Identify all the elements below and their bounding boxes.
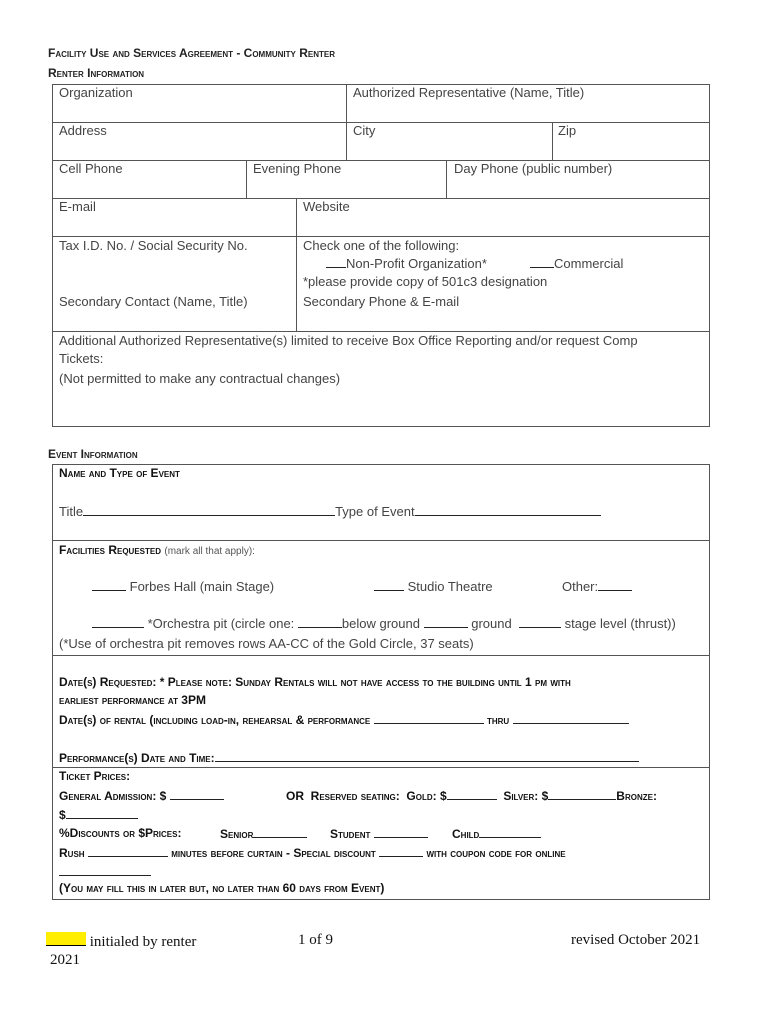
row-divider <box>52 540 710 541</box>
initials-highlight-blank[interactable] <box>46 932 86 946</box>
col-divider <box>346 84 347 160</box>
col-divider <box>446 160 447 198</box>
event-section-title: Event Information <box>48 447 138 461</box>
footer-year: 2021 <box>50 952 80 968</box>
dates-requested-note-2: earliest performance at 3PM <box>59 693 206 707</box>
stage-level-blank[interactable] <box>519 616 561 628</box>
facilities-heading <box>59 543 255 557</box>
senior-label: Senior <box>220 827 254 841</box>
orchestra-pit-option[interactable] <box>92 616 676 631</box>
evening-phone-field[interactable]: Evening Phone <box>253 161 342 176</box>
row-divider <box>52 331 710 332</box>
orchestra-note: (*Use of orchestra pit removes rows AA-CC of the Gold Circle, 37 seats) <box>59 636 474 651</box>
rental-end-blank[interactable] <box>513 712 629 724</box>
rental-start-blank[interactable] <box>374 712 484 724</box>
dates-rental-field[interactable] <box>59 712 629 727</box>
ticket-prices-heading: Ticket Prices: <box>59 769 131 783</box>
gold-blank[interactable] <box>447 788 497 800</box>
nonprofit-blank[interactable] <box>326 256 346 268</box>
facilities-note: (mark all that apply): <box>164 546 255 557</box>
other-option[interactable] <box>562 579 632 594</box>
nonprofit-label: Non-Profit Organization* <box>346 256 487 271</box>
row-divider <box>52 236 710 237</box>
name-type-heading: Name and Type of Event <box>59 466 180 480</box>
performance-blank[interactable] <box>215 750 639 762</box>
rush-mid-label: minutes before curtain - Special discount <box>171 846 376 860</box>
or-label: OR <box>286 789 304 803</box>
row-divider <box>52 767 710 768</box>
revision-date: revised October 2021 <box>571 932 701 948</box>
gold-label: Gold: $ <box>406 789 447 803</box>
studio-blank[interactable] <box>374 579 404 591</box>
student-blank[interactable] <box>374 826 428 838</box>
document-title: Facility Use and Services Agreement - Community Renter <box>48 46 335 60</box>
rush-discount-blank[interactable] <box>379 845 423 857</box>
check-one-label: Check one of the following: <box>303 238 460 253</box>
student-field[interactable] <box>330 826 428 841</box>
organization-field[interactable]: Organization <box>59 85 133 100</box>
nonprofit-option[interactable] <box>326 256 487 271</box>
additional-rep-text[interactable]: Additional Authorized Representative(s) limited to receive Box Office Reporting and/or request Comp <box>59 333 638 348</box>
col-divider <box>296 198 297 331</box>
facilities-label: Facilities Requested <box>59 543 162 557</box>
studio-theatre-option[interactable] <box>374 579 493 594</box>
forbes-label: Forbes Hall (main Stage) <box>129 579 275 594</box>
forbes-blank[interactable] <box>92 579 126 591</box>
ga-blank[interactable] <box>170 788 224 800</box>
student-label: Student <box>330 827 371 841</box>
initialed-label: initialed by renter <box>89 934 197 950</box>
renter-section-title: Renter Information <box>48 66 145 80</box>
below-ground-blank[interactable] <box>298 616 342 628</box>
commercial-label: Commercial <box>554 256 624 271</box>
address-field[interactable]: Address <box>59 123 107 138</box>
discounts-label: %Discounts or $Prices: <box>59 826 182 840</box>
reserved-label: Reserved seating: <box>310 789 400 803</box>
performance-date-field[interactable] <box>59 750 639 765</box>
tax-id-field[interactable]: Tax I.D. No. / Social Security No. <box>59 238 248 253</box>
page-number: 1 of 9 <box>298 932 333 948</box>
row-divider <box>52 198 710 199</box>
dates-rental-label: Date(s) of rental (including load-in, rehearsal & performance <box>59 713 371 727</box>
bronze-dollar: $ <box>59 808 66 822</box>
reserved-seating-row[interactable] <box>286 788 657 803</box>
ga-label: General Admission: $ <box>59 789 167 803</box>
initials-field[interactable] <box>46 932 196 951</box>
other-label: Other: <box>562 579 599 594</box>
other-blank[interactable] <box>598 579 632 591</box>
ground-label: ground <box>471 616 512 631</box>
col-divider <box>552 122 553 160</box>
row-divider <box>52 655 710 656</box>
website-field[interactable]: Website <box>303 199 350 214</box>
secondary-contact-field[interactable]: Secondary Contact (Name, Title) <box>59 294 248 309</box>
rush-row[interactable] <box>59 845 566 860</box>
orchestra-blank[interactable] <box>92 616 144 628</box>
commercial-blank[interactable] <box>530 256 554 268</box>
cell-phone-field[interactable]: Cell Phone <box>59 161 123 176</box>
discounts-row[interactable] <box>59 826 181 840</box>
bronze-blank[interactable] <box>66 807 138 819</box>
later-note: (You may fill this in later but, no later than 60 days from Event) <box>59 881 385 895</box>
performance-label: Performance(s) Date and Time: <box>59 751 215 765</box>
rush-code-blank[interactable] <box>59 864 151 876</box>
senior-blank[interactable] <box>253 826 307 838</box>
thru-label: thru <box>486 713 510 727</box>
stage-level-label: stage level (thrust)) <box>564 616 676 631</box>
orchestra-label: *Orchestra pit (circle one: <box>147 616 295 631</box>
event-title-label: Title <box>59 504 84 519</box>
nonprofit-note: *please provide copy of 501c3 designation <box>303 274 548 289</box>
ground-blank[interactable] <box>424 616 468 628</box>
studio-label: Studio Theatre <box>407 579 493 594</box>
email-field[interactable]: E-mail <box>59 199 96 214</box>
below-ground-label: below ground <box>341 616 420 631</box>
day-phone-field[interactable]: Day Phone (public number) <box>454 161 613 176</box>
general-admission-field[interactable] <box>59 788 224 803</box>
event-title-field[interactable] <box>59 504 601 519</box>
secondary-phone-field[interactable]: Secondary Phone & E-mail <box>303 294 460 309</box>
child-label: Child <box>452 827 480 841</box>
senior-field[interactable] <box>220 826 307 841</box>
rush-end-label: with coupon code for online <box>426 846 566 860</box>
col-divider <box>246 160 247 198</box>
rush-label: Rush <box>59 846 85 860</box>
additional-rep-note: (Not permitted to make any contractual changes) <box>59 371 341 386</box>
event-type-label: Type of Event <box>335 504 415 519</box>
child-blank[interactable] <box>479 826 541 838</box>
row-divider <box>52 122 710 123</box>
zip-field[interactable]: Zip <box>558 123 577 138</box>
dates-requested-note: Date(s) Requested: * Please note: Sunday Rentals will not have access to the building until 1 pm with <box>59 675 571 689</box>
silver-label: Silver: $ <box>503 789 549 803</box>
authorized-rep-field[interactable]: Authorized Representative (Name, Title) <box>353 85 585 100</box>
event-title-blank[interactable] <box>83 504 335 516</box>
bronze-label: Bronze: <box>616 789 657 803</box>
child-field[interactable] <box>452 826 541 841</box>
silver-blank[interactable] <box>548 788 616 800</box>
event-type-blank[interactable] <box>415 504 601 516</box>
forbes-hall-option[interactable] <box>92 579 274 594</box>
city-field[interactable]: City <box>353 123 376 138</box>
commercial-option[interactable] <box>530 256 623 271</box>
rush-minutes-blank[interactable] <box>88 845 168 857</box>
bronze-value-field[interactable] <box>59 807 138 822</box>
additional-rep-text-2: Tickets: <box>59 351 104 366</box>
rush-code-field[interactable] <box>59 864 151 879</box>
